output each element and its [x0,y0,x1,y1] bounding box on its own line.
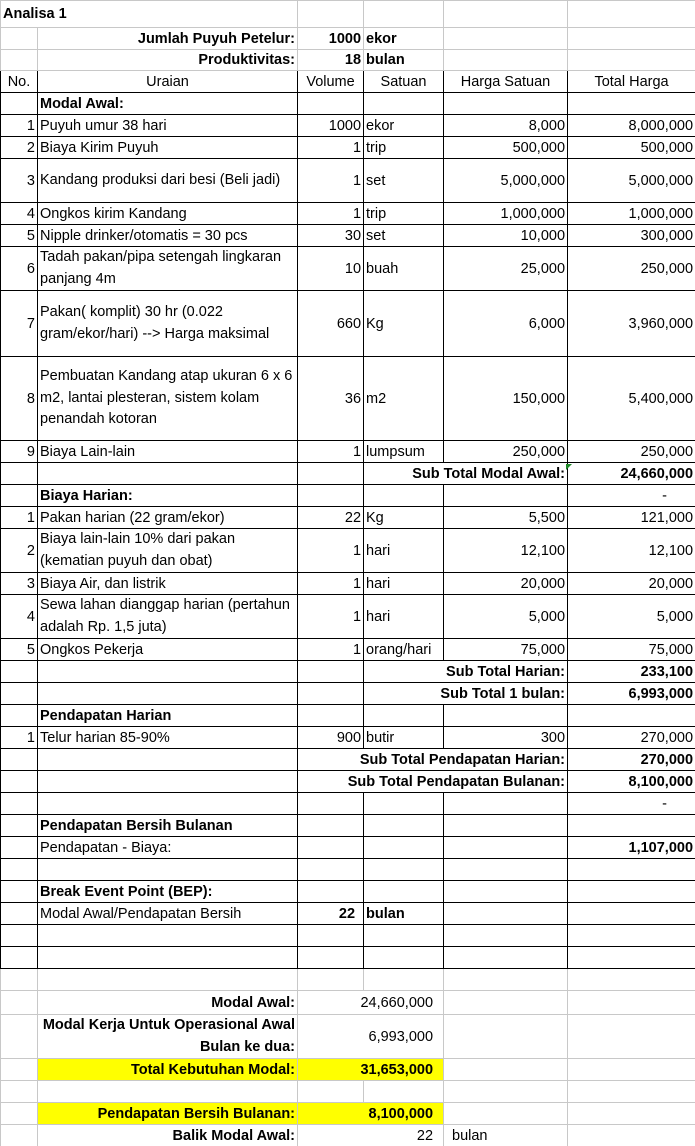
header-row [1,71,695,93]
summary-pendapatan-label[interactable]: Pendapatan Bersih Bulanan: [38,1103,298,1125]
jumlah-unit[interactable]: ekor [364,28,444,50]
info-row-produktivitas [1,50,695,71]
subtotal-row-pendapatan-bulanan [1,771,695,793]
item-uraian[interactable]: Biaya Lain-lain [38,441,298,463]
table-row [1,441,695,463]
spacer-row [1,859,695,881]
subtotal-pendapatan-harian-value[interactable]: 270,000 [568,749,695,771]
item-uraian[interactable]: Puyuh umur 38 hari [38,115,298,137]
item-harga[interactable]: 500,000 [444,137,568,159]
section-biaya-harian[interactable]: Biaya Harian: [38,485,298,507]
summary-total-label[interactable]: Total Kebutuhan Modal: [38,1059,298,1081]
summary-row-total [1,1059,695,1081]
item-satuan[interactable]: orang/hari [364,639,444,661]
section-row-pendapatan-bersih [1,815,695,837]
item-total[interactable]: 5,000,000 [568,159,695,203]
item-harga[interactable]: 5,500 [444,507,568,529]
table-row [1,595,695,639]
item-volume[interactable]: 36 [298,357,364,441]
item-no[interactable]: 4 [1,203,38,225]
item-uraian[interactable]: Pembuatan Kandang atap ukuran 6 x 6 m2, lantai plesteran, sistem kolam penandah kotoran [38,357,298,441]
item-no[interactable]: 1 [1,727,38,749]
table-row [1,529,695,573]
table-row [1,137,695,159]
item-harga[interactable]: 8,000 [444,115,568,137]
table-row [1,203,695,225]
item-no[interactable]: 8 [1,357,38,441]
item-harga[interactable]: 150,000 [444,357,568,441]
item-no[interactable]: 3 [1,159,38,203]
item-uraian[interactable]: Kandang produksi dari besi (Beli jadi) [38,159,298,203]
section-pendapatan-harian[interactable]: Pendapatan Harian [38,705,298,727]
item-no[interactable]: 1 [1,115,38,137]
subtotal-modal-awal-label[interactable]: Sub Total Modal Awal: [364,463,568,485]
item-satuan[interactable]: ekor [364,115,444,137]
bep-row [1,903,695,925]
produktivitas-unit[interactable]: bulan [364,50,444,71]
item-uraian[interactable]: Biaya Kirim Puyuh [38,137,298,159]
header-total-harga[interactable]: Total Harga [568,71,695,93]
table-row [1,291,695,357]
item-harga[interactable]: 10,000 [444,225,568,247]
item-uraian[interactable]: Pakan harian (22 gram/ekor) [38,507,298,529]
table-row [1,357,695,441]
cell-comment-marker [566,464,572,470]
item-total[interactable]: 5,400,000 [568,357,695,441]
empty-row [1,969,695,991]
summary-modal-awal-value[interactable]: 24,660,000 [298,991,444,1015]
item-no[interactable]: 1 [1,507,38,529]
header-volume[interactable]: Volume [298,71,364,93]
item-no[interactable]: 6 [1,247,38,291]
item-volume[interactable]: 1 [298,203,364,225]
table-row [1,727,695,749]
item-harga[interactable]: 12,100 [444,529,568,573]
item-volume[interactable]: 900 [298,727,364,749]
item-satuan[interactable]: set [364,159,444,203]
header-uraian[interactable]: Uraian [38,71,298,93]
spacer-row [1,947,695,969]
item-satuan[interactable]: Kg [364,291,444,357]
title-row [1,1,695,28]
pendapatan-bersih-label[interactable]: Pendapatan - Biaya: [38,837,298,859]
item-harga[interactable]: 300 [444,727,568,749]
item-total[interactable]: 1,000,000 [568,203,695,225]
item-volume[interactable]: 22 [298,507,364,529]
summary-balik-label[interactable]: Balik Modal Awal: [38,1125,298,1146]
item-no[interactable]: 5 [1,225,38,247]
item-volume[interactable]: 1 [298,529,364,573]
item-satuan[interactable]: lumpsum [364,441,444,463]
biaya-harian-dash[interactable]: - [568,485,695,507]
item-volume[interactable]: 30 [298,225,364,247]
item-volume[interactable]: 1 [298,137,364,159]
subtotal-bulan-label[interactable]: Sub Total 1 bulan: [364,683,568,705]
item-satuan[interactable]: hari [364,595,444,639]
pendapatan-dash[interactable]: - [568,793,695,815]
item-satuan[interactable]: m2 [364,357,444,441]
subtotal-modal-awal-value[interactable]: 24,660,000 [568,463,695,485]
item-volume[interactable]: 1 [298,159,364,203]
table-row [1,573,695,595]
bep-label[interactable]: Modal Awal/Pendapatan Bersih [38,903,298,925]
item-no[interactable]: 2 [1,529,38,573]
item-harga[interactable]: 6,000 [444,291,568,357]
item-satuan[interactable]: hari [364,573,444,595]
summary-modal-awal-label[interactable]: Modal Awal: [38,991,298,1015]
item-volume[interactable]: 1000 [298,115,364,137]
item-total[interactable]: 270,000 [568,727,695,749]
spacer-row [1,793,695,815]
item-uraian[interactable]: Sewa lahan dianggap harian (pertahun adalah Rp. 1,5 juta) [38,595,298,639]
item-total[interactable]: 8,000,000 [568,115,695,137]
item-harga[interactable]: 75,000 [444,639,568,661]
item-uraian[interactable]: Biaya lain-lain 10% dari pakan (kematian puyuh dan obat) [38,529,298,573]
item-total[interactable]: 500,000 [568,137,695,159]
item-uraian[interactable]: Nipple drinker/otomatis = 30 pcs [38,225,298,247]
summary-row-modal-awal [1,991,695,1015]
item-uraian[interactable]: Ongkos Pekerja [38,639,298,661]
table-row [1,225,695,247]
section-row-pendapatan-harian [1,705,695,727]
item-harga[interactable]: 20,000 [444,573,568,595]
item-satuan[interactable]: Kg [364,507,444,529]
item-no[interactable]: 5 [1,639,38,661]
table-row [1,159,695,203]
section-bep[interactable]: Break Event Point (BEP): [38,881,298,903]
empty-row [1,1081,695,1103]
info-row-jumlah [1,28,695,50]
subtotal-row-harian [1,661,695,683]
jumlah-value[interactable]: 1000 [298,28,364,50]
subtotal-row-bulan [1,683,695,705]
item-total[interactable]: 3,960,000 [568,291,695,357]
item-no[interactable]: 3 [1,573,38,595]
section-pendapatan-bersih[interactable]: Pendapatan Bersih Bulanan [38,815,298,837]
item-total[interactable]: 12,100 [568,529,695,573]
item-volume[interactable]: 1 [298,441,364,463]
summary-balik-unit[interactable]: bulan [444,1125,568,1146]
item-volume[interactable]: 1 [298,573,364,595]
item-total[interactable]: 250,000 [568,247,695,291]
subtotal-pendapatan-harian-label[interactable]: Sub Total Pendapatan Harian: [298,749,568,771]
item-volume[interactable]: 10 [298,247,364,291]
item-satuan[interactable]: set [364,225,444,247]
item-harga[interactable]: 5,000,000 [444,159,568,203]
item-satuan[interactable]: buah [364,247,444,291]
item-no[interactable]: 9 [1,441,38,463]
summary-row-modal-kerja [1,1015,695,1059]
subtotal-pendapatan-bulanan-label[interactable]: Sub Total Pendapatan Bulanan: [298,771,568,793]
section-row-biaya-harian [1,485,695,507]
subtotal-pendapatan-bulanan-value[interactable]: 8,100,000 [568,771,695,793]
produktivitas-value[interactable]: 18 [298,50,364,71]
item-no[interactable]: 4 [1,595,38,639]
jumlah-label[interactable]: Jumlah Puyuh Petelur: [38,28,298,50]
pendapatan-bersih-row [1,837,695,859]
table-row [1,507,695,529]
pendapatan-bersih-value[interactable]: 1,107,000 [568,837,695,859]
section-row-bep [1,881,695,903]
table-row [1,639,695,661]
subtotal-row-pendapatan-harian [1,749,695,771]
item-satuan[interactable]: butir [364,727,444,749]
item-harga[interactable]: 25,000 [444,247,568,291]
summary-total-value[interactable]: 31,653,000 [298,1059,444,1081]
item-total[interactable]: 5,000 [568,595,695,639]
summary-row-pendapatan [1,1103,695,1125]
section-row-modal-awal [1,93,695,115]
item-satuan[interactable]: hari [364,529,444,573]
item-no[interactable]: 2 [1,137,38,159]
item-uraian[interactable]: Biaya Air, dan listrik [38,573,298,595]
header-no[interactable]: No. [1,71,38,93]
table-row [1,247,695,291]
summary-modal-kerja-value[interactable]: 6,993,000 [298,1015,444,1059]
summary-pendapatan-value[interactable]: 8,100,000 [298,1103,444,1125]
bep-unit[interactable]: bulan [364,903,444,925]
item-satuan[interactable]: trip [364,137,444,159]
spacer-row [1,925,695,947]
summary-row-balik-modal [1,1125,695,1146]
bep-value[interactable]: 22 [298,903,364,925]
header-satuan[interactable]: Satuan [364,71,444,93]
item-total[interactable]: 20,000 [568,573,695,595]
subtotal-harian-value[interactable]: 233,100 [568,661,695,683]
item-harga[interactable]: 5,000 [444,595,568,639]
item-volume[interactable]: 660 [298,291,364,357]
subtotal-row-modal-awal [1,463,695,485]
item-uraian[interactable]: Telur harian 85-90% [38,727,298,749]
table-row [1,115,695,137]
item-harga[interactable]: 1,000,000 [444,203,568,225]
section-modal-awal[interactable]: Modal Awal: [38,93,298,115]
item-volume[interactable]: 1 [298,639,364,661]
subtotal-harian-label[interactable]: Sub Total Harian: [364,661,568,683]
summary-balik-value[interactable]: 22 [298,1125,444,1146]
subtotal-bulan-value[interactable]: 6,993,000 [568,683,695,705]
item-harga[interactable]: 250,000 [444,441,568,463]
item-uraian[interactable]: Tadah pakan/pipa setengah lingkaran panjang 4m [38,247,298,291]
header-harga-satuan[interactable]: Harga Satuan [444,71,568,93]
item-total[interactable]: 121,000 [568,507,695,529]
item-total[interactable]: 75,000 [568,639,695,661]
item-uraian[interactable]: Pakan( komplit) 30 hr (0.022 gram/ekor/hari) --> Harga maksimal [38,291,298,357]
summary-modal-kerja-label[interactable]: Modal Kerja Untuk Operasional Awal Bulan ke dua: [38,1015,298,1059]
produktivitas-label[interactable]: Produktivitas: [38,50,298,71]
item-no[interactable]: 7 [1,291,38,357]
item-total[interactable]: 300,000 [568,225,695,247]
item-volume[interactable]: 1 [298,595,364,639]
sheet-title[interactable]: Analisa 1 [1,1,298,28]
item-satuan[interactable]: trip [364,203,444,225]
item-uraian[interactable]: Ongkos kirim Kandang [38,203,298,225]
item-total[interactable]: 250,000 [568,441,695,463]
